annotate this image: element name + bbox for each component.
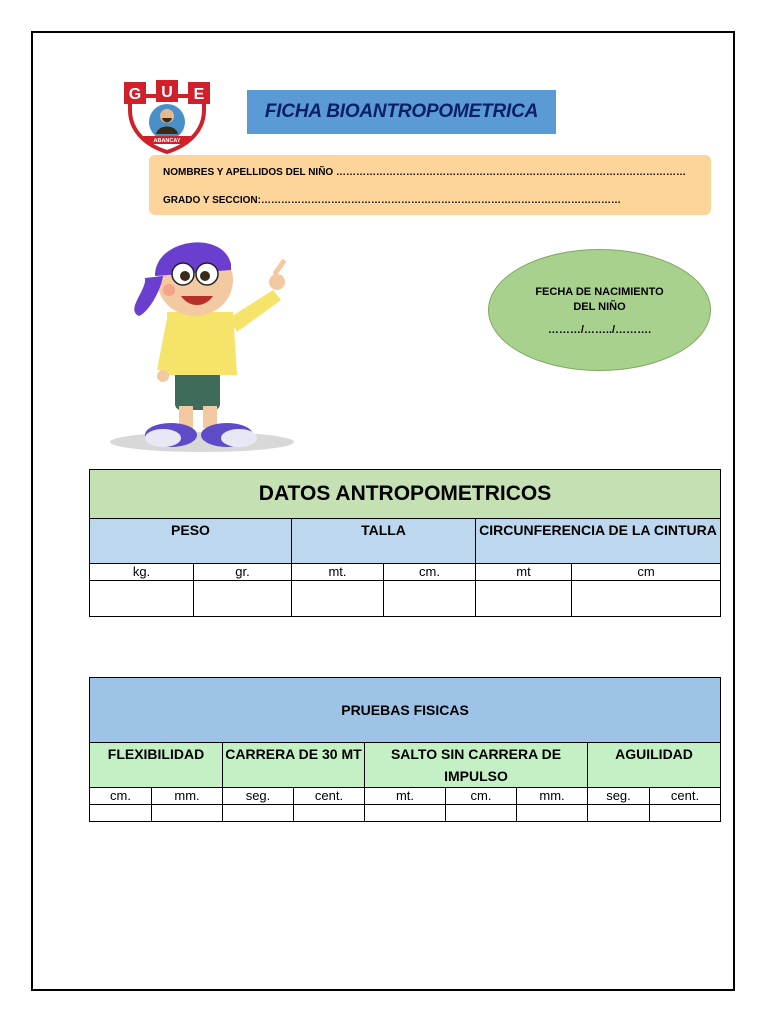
page-title: FICHA BIOANTROPOMETRICA (264, 101, 539, 122)
header-salto: SALTO SIN CARRERA DE IMPULSO (365, 743, 588, 788)
header-carrera: CARRERA DE 30 MT (223, 743, 365, 788)
input-cell-talla-cm[interactable] (384, 581, 476, 617)
logo-letter-e: E (193, 86, 205, 103)
unit-cell: mt. (365, 788, 446, 805)
unit-cell: mm. (152, 788, 223, 805)
input-cell-peso-gr[interactable] (194, 581, 292, 617)
unit-cell: cm. (446, 788, 517, 805)
input-cell-carrera-cent[interactable] (294, 805, 365, 822)
student-info-box (149, 155, 711, 215)
unit-cell: cm. (90, 788, 152, 805)
unit-cell: cm. (384, 564, 476, 581)
student-name-field[interactable]: NOMBRES Y APELLIDOS DEL NIÑO …………………………………………………………………………………………… (163, 167, 686, 178)
logo-letter-u: U (161, 84, 173, 101)
input-cell-peso-kg[interactable] (90, 581, 194, 617)
input-cell-cintura-mt[interactable] (476, 581, 572, 617)
header-peso: PESO (90, 519, 292, 564)
input-cell-flex-cm[interactable] (90, 805, 152, 822)
anthropometric-table (89, 469, 721, 617)
unit-cell: mt. (292, 564, 384, 581)
logo-ribbon-text: ABANCAY (153, 138, 181, 144)
birth-date-label-line2: DEL NIÑO (573, 300, 626, 313)
input-cell-talla-mt[interactable] (292, 581, 384, 617)
unit-cell: mt (476, 564, 572, 581)
grade-section-field[interactable]: GRADO Y SECCION:……………………………………………………………………………………………… (163, 195, 621, 206)
header-flexibilidad: FLEXIBILIDAD (90, 743, 223, 788)
input-cell-aguilidad-seg[interactable] (588, 805, 650, 822)
unit-cell: gr. (194, 564, 292, 581)
input-cell-carrera-seg[interactable] (223, 805, 294, 822)
title-banner (247, 90, 556, 134)
input-cell-flex-mm[interactable] (152, 805, 223, 822)
input-cell-salto-mt[interactable] (365, 805, 446, 822)
unit-cell: seg. (223, 788, 294, 805)
header-talla: TALLA (292, 519, 476, 564)
school-crest-logo (122, 80, 212, 156)
anthropometric-title: DATOS ANTROPOMETRICOS (90, 470, 721, 519)
input-cell-cintura-cm[interactable] (572, 581, 721, 617)
physical-tests-title: PRUEBAS FISICAS (90, 678, 721, 743)
input-cell-aguilidad-cent[interactable] (650, 805, 721, 822)
input-cell-salto-mm[interactable] (517, 805, 588, 822)
unit-cell: kg. (90, 564, 194, 581)
unit-cell: cm (572, 564, 721, 581)
input-cell-salto-cm[interactable] (446, 805, 517, 822)
header-aguilidad: AGUILIDAD (588, 743, 721, 788)
unit-cell: cent. (650, 788, 721, 805)
unit-cell: cent. (294, 788, 365, 805)
logo-letter-g: G (128, 86, 142, 103)
birth-date-label-line1: FECHA DE NACIMIENTO (535, 285, 664, 298)
physical-tests-table (89, 677, 721, 822)
unit-cell: mm. (517, 788, 588, 805)
cartoon-boy-pointing (105, 220, 300, 460)
birth-date-field[interactable]: ………/……../………. (547, 323, 652, 336)
birth-date-bubble (488, 249, 711, 371)
unit-cell: seg. (588, 788, 650, 805)
header-cintura: CIRCUNFERENCIA DE LA CINTURA (476, 519, 721, 564)
